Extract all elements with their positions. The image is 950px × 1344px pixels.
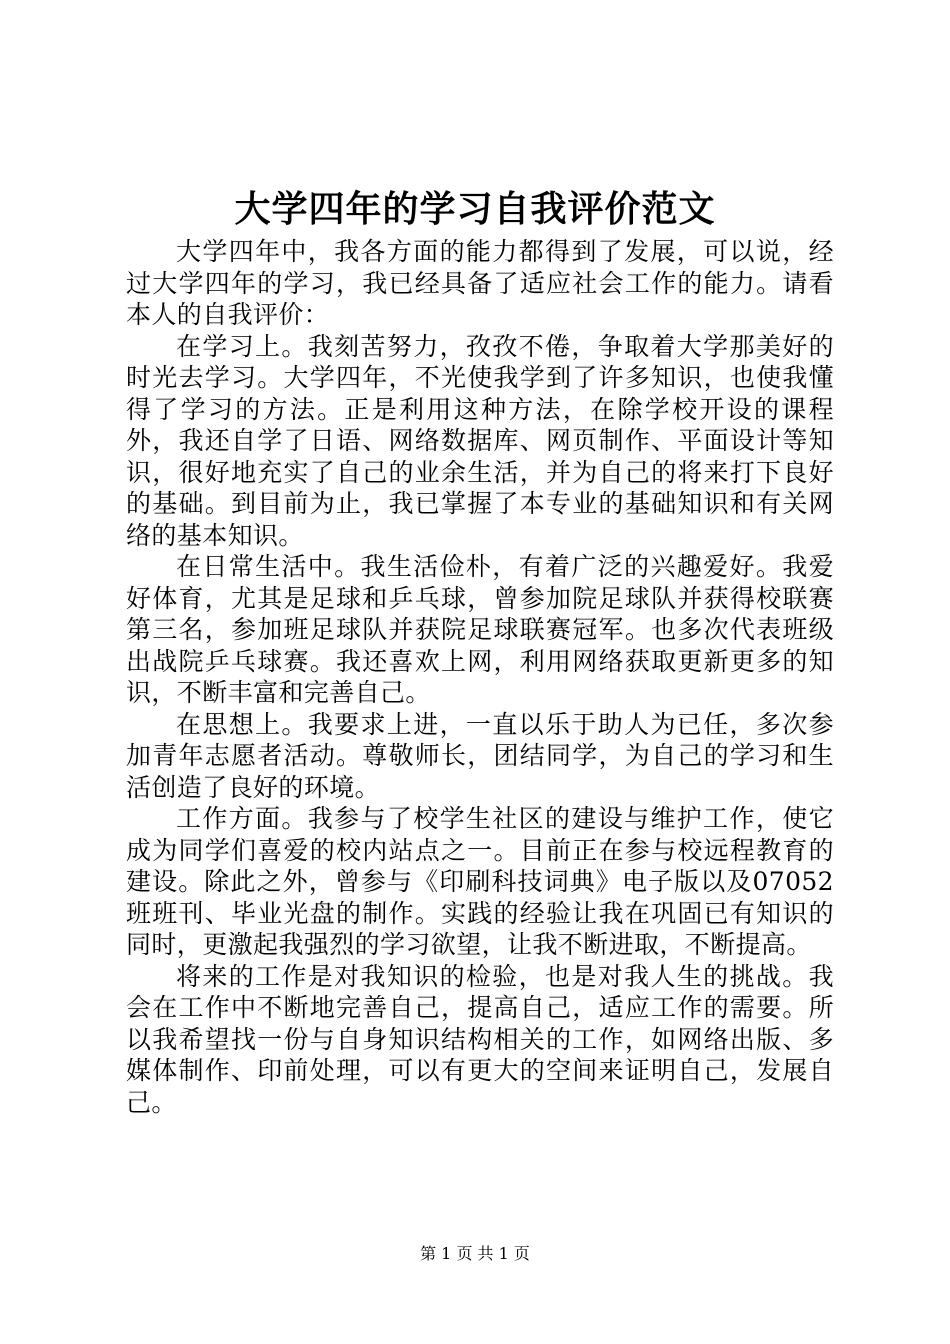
paragraph-study: 在学习上。我刻苦努力，孜孜不倦，争取着大学那美好的时光去学习。大学四年，不光使我学到了许多知识，也使我懂得了学习的方法。正是利用这种方法，在除学校开设的课程外，我还自学了日语、网络数据库、网页制作、平面设计等知识，很好地充实了自己的业余生活，并为自己的将来打下良好的基础。到目前为止，我已掌握了本专业的基础知识和有关网络的基本知识。: [126, 331, 834, 550]
paragraph-work: 工作方面。我参与了校学生社区的建设与维护工作，使它成为同学们喜爱的校内站点之一。目前正在参与校远程教育的建设。除此之外，曾参与《印刷科技词典》电子版以及07052班班刊、毕业光盘的制作。实践的经验让我在巩固已有知识的同时，更激起我强烈的学习欲望，让我不断进取，不断提高。: [126, 804, 834, 959]
paragraph-future: 将来的工作是对我知识的检验，也是对我人生的挑战。我会在工作中不断地完善自己，提高自己，适应工作的需要。所以我希望找一份与自身知识结构相关的工作，如网络出版、多媒体制作、印前处理，可以有更大的空间来证明自己，发展自己。: [126, 961, 834, 1117]
document-body: [126, 236, 834, 1118]
paragraph-daily-life: 在日常生活中。我生活俭朴，有着广泛的兴趣爱好。我爱好体育，尤其是足球和乒乓球，曾参加院足球队并获得校联赛第三名，参加班足球队并获院足球联赛冠军。也多次代表班级出战院乒乓球赛。我还喜欢上网，利用网络获取更新更多的知识，不断丰富和完善自己。: [126, 552, 834, 707]
page-number-footer: 第 1 页 共 1 页: [420, 1244, 530, 1263]
page-title: 大学四年的学习自我评价范文: [234, 188, 716, 230]
paragraph-thought: 在思想上。我要求上进，一直以乐于助人为已任，多次参加青年志愿者活动。尊敬师长，团结同学，为自己的学习和生活创造了良好的环境。: [126, 709, 834, 802]
paragraph-intro: 大学四年中，我各方面的能力都得到了发展，可以说，经过大学四年的学习，我已经具备了适应社会工作的能力。请看本人的自我评价：: [126, 237, 834, 329]
